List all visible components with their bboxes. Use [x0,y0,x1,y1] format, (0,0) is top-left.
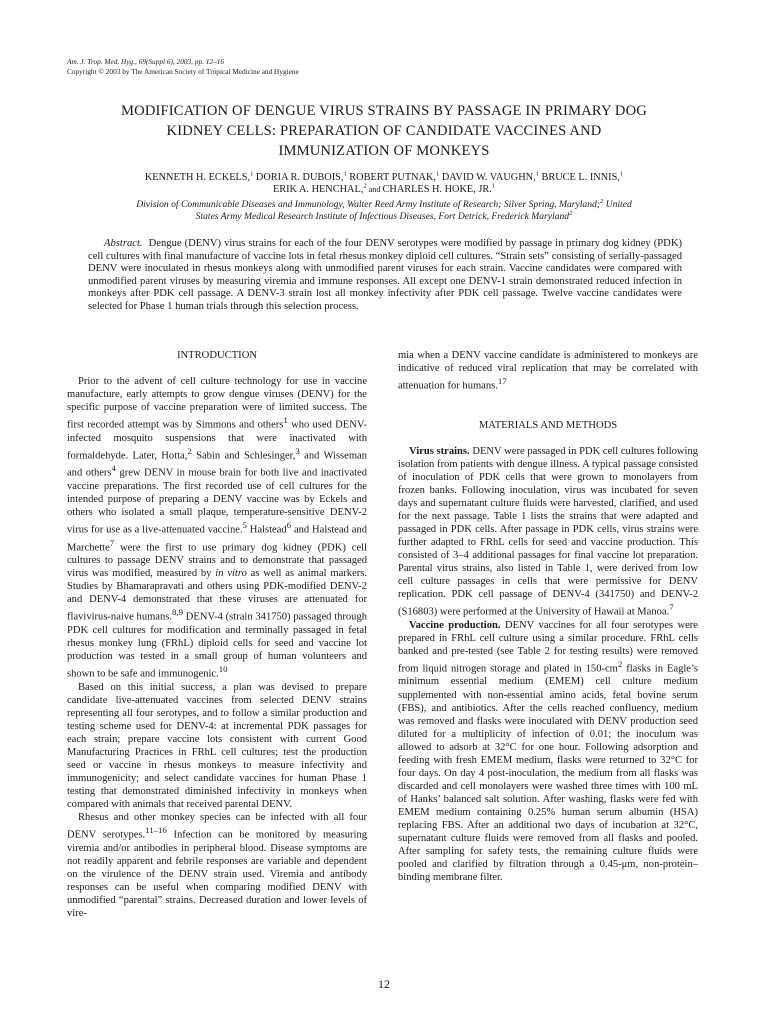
abstract-label: Abstract. [104,238,143,249]
title-line-3: IMMUNIZATION OF MONKEYS [278,143,490,159]
intro-paragraph-3: Rhesus and other monkey species can be infected with all four DENV serotypes.$^{11-16}$ Infection can be monitored by measuring viremia and/or antibodies in peripheral blood. Disease symptoms are not readily apparent and febrile responses are variable and dependent on the virulence of the DENV strain used. Viremia and antibody responses can be useful when comparing modified DENV with unmodified “parental” strains. Decreased duration and lower levels of vire- [67,812,367,919]
author-line-2: ERIK A. HENCHAL,$^2$ and CHARLES H. HOKE, JR.$^1$ [272,182,496,195]
left-column [67,349,367,920]
abstract [88,238,682,314]
title-line-1: MODIFICATION OF DENGUE VIRUS STRAINS BY PASSAGE IN PRIMARY DOG [121,103,647,119]
author-line-1: KENNETH H. ECKELS,$^1$ DORIA R. DUBOIS,$^1$ ROBERT PUTNAK,$^1$ DAVID W. VAUGHN,$^1$ BRUCE L. INNIS,$^1$ [144,170,624,183]
title-line-2: KIDNEY CELLS: PREPARATION OF CANDIDATE VACCINES AND [166,123,602,139]
virus-strains-paragraph: Virus strains. DENV were passaged in PDK cell cultures following isolation from patients with dengue illness. A typical passage consisted of inoculation of PDK cells that were grown to monolayers from frozen banks. Following inoculation, virus was incubated for seven days and supernatant culture fluids were harvested, clarified, and used for the next passage. Table 1 lists the strains that were adapted and passaged in PDK cells. After passage in PDK cells, virus strains were further adapted to FRhL cells for seed and vaccine production. This consisted of 3–4 additional passages for final vaccine lot preparation. Parental virus strains, also listed in Table 1, were derived from low cell culture passages in cells that were permissive for DENV replication. PDK cell passage of DENV-4 (341750) and DENV-2 (S16803) were performed at the University of Hawaii at Manoa.$^7$ [398,445,698,618]
affiliations [67,199,701,223]
introduction-heading: INTRODUCTION [176,350,258,361]
journal-copyright: Copyright © 2003 by The American Society of Tropical Medicine and Hygiene [67,67,299,76]
author-list [67,172,701,196]
affiliation-line-1: Division of Communicable Diseases and Immunology, Walter Reed Army Institute of Research; Silver Spring, Maryland;$^2$ United [136,197,632,210]
intro-paragraph-2: Based on this initial success, a plan was devised to prepare candidate live-attenuated vaccines from selected DENV strains representing all four serotypes, and to follow a similar production and testing scheme used for DENV-4: at incremental PDK passages for each strain; prepare vaccine lots consistent with current Good Manufacturing Practices in FRhL cell cultures; test the production seed or vaccine in rhesus monkeys to measure infectivity and immunogenicity; and select candidate vaccines for human Phase 1 testing that demonstrated diminished infectivity in monkeys when compared with animals that received parental DENV. [67,681,367,811]
journal-header [67,57,707,77]
intro-paragraph-1: Prior to the advent of cell culture technology for use in vaccine manufacture, early attempts to grow dengue viruses (DENV) for the specific purpose of vaccine preparation were of limited success. The first recorded attempt was by Simmons and others$^1$ who used DENV-infected mosquito suspensions that were inactivated with formaldehyde. Later, Hotta,$^2$ Sabin and Schlesinger,$^3$ and Wisseman and others$^4$ grew DENV in mouse brain for both live and inactivated vaccine preparations. The first recorded use of cell cultures for the intended purpose of preparing a DENV vaccine was by Eckels and others who isolated a small plaque, temperature-sensitive DENV-2 virus for use as a live-attenuated vaccine.$^5$ Halstead$^6$ and Halstead and Marchette$^7$ were the first to use primary dog kidney (PDK) cell cultures to passage DENV strains and to demonstrate that passaged virus was modified, measured by in vitro as well as animal markers. Studies by Bhamarapravati and others using PDK-modified DENV-2 and DENV-4 demonstrated that these viruses are attenuated for flavivirus-naive humans.$^{8,9}$ DENV-4 (strain 341750) passaged through PDK cell cultures for modification and terminally passaged in fetal rhesus monkey lung (FRhL) diploid cells for seed and vaccine lot production was tested in a small group of human volunteers and shown to be safe and immunogenic.$^{10}$ [67,376,368,680]
vaccine-production-label: Vaccine production. [409,619,501,631]
abstract-text: Dengue (DENV) virus strains for each of the four DENV serotypes were modified by passage in primary dog kidney (PDK) cell cultures with final manufacture of vaccine lots in fetal rhesus monkey diploid cell cultures. “Strain sets” consisting of serially-passaged DENV were inoculated in rhesus monkeys along with unmodified parent viruses for each strain. Vaccine candidates were compared with unmodified parent viruses by measuring viremia and immune responses. All except one DENV-1 strain demonstrated reduced infection in monkeys after PDK cell passage. A DENV-3 strain lost all monkey infectivity after PDK cell passage. Twelve vaccine candidates were selected for Phase 1 human trials through this selection process. [88,238,682,312]
intro-continuation: mia when a DENV vaccine candidate is administered to monkeys are indicative of reduced viral replication that may be correlated with attenuation for humans.$^{17}$ [398,350,698,392]
right-column [398,349,698,884]
journal-citation: Am. J. Trop. Med. Hyg., 69(Suppl 6), 2003, pp. 12–16 [67,57,225,66]
methods-heading: MATERIALS AND METHODS [478,419,618,431]
vaccine-production-paragraph: Vaccine production. DENV vaccines for all four serotypes were prepared in FRhL cell culture using a similar procedure. FRhL cells banked and pre-tested (see Table 2 for testing results) were removed from liquid nitrogen storage and plated in $150-cm^2$ flasks in Eagle’s minimum essential medium (EMEM) cell culture medium supplemented with non-essential amino acids, fetal bovine serum (FBS), and antibiotics. After the cells reached confluency, medium was removed and flasks were inoculated with DENV production seed diluted for a multiplicity of infection of 0.01; the inoculum was allowed to adsorb at 32°C for one hour. Following adsorption and feeding with fresh EMEM medium, flasks were returned to 32°C for four days. On day 4 post-inoculation, the medium from all flasks was discarded and cell monolayers were washed three times with 100 mL of Hanks’ balanced salt solution. After washing, flasks were fed with EMEM medium containing 0.25% human serum albumin (HSA) replacing FBS. After an additional two days of incubation at 32°C, supernatant culture fluids were removed from all flasks and pooled. After sampling for safety tests, the remaining culture fluids were pooled and clarified by filtration through a 0.45-μm, non-protein–binding membrane filter. [398,619,699,884]
virus-strains-label: Virus strains. [409,445,470,457]
affiliation-line-2: States Army Medical Research Institute of Infectious Diseases, Fort Detrick, Frederick Maryland$^2$ [195,209,573,222]
page-number: 12 [378,977,390,991]
paper-title [67,101,701,161]
